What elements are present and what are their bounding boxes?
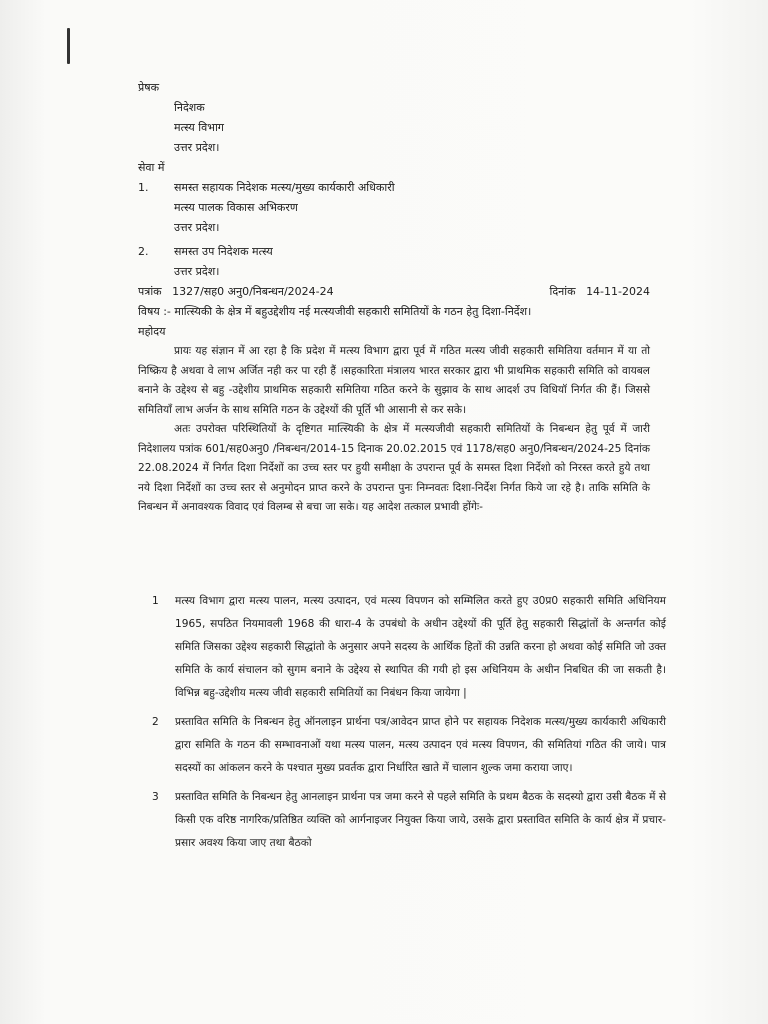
reference-value: 1327/सह0 अनु0/निबन्धन/2024-24 (172, 285, 334, 298)
recipient-2 (138, 242, 650, 262)
directive-point-1 (152, 590, 666, 705)
point-number: 2 (152, 716, 159, 728)
letter-header (138, 78, 650, 518)
letter-date (549, 282, 650, 302)
reference-label: पत्रांक (138, 285, 162, 298)
subject-line: विषय :- मात्स्यिकी के क्षेत्र में बहुउद्देशीय नई मत्स्यजीवी सहकारी समितियों के गठन हेतु दिशा-निर्देश। (138, 305, 532, 318)
recipient-line: समस्त सहायक निदेशक मत्स्य/मुख्य कार्यकारी अधिकारी (174, 181, 395, 194)
recipient-line: मत्स्य पालक विकास अभिकरण (174, 201, 298, 214)
recipient-line: उत्तर प्रदेश। (174, 265, 220, 278)
sender-line-3: उत्तर प्रदेश। (174, 141, 220, 154)
directive-points (152, 590, 666, 861)
salutation: महोदय (138, 325, 166, 338)
sender-line-1: निदेशक (174, 101, 205, 114)
recipient-1 (138, 178, 650, 198)
recipient-number: 1. (138, 181, 149, 194)
recipient-line: उत्तर प्रदेश। (174, 221, 220, 234)
reference-number (138, 282, 334, 302)
point-number: 3 (152, 791, 159, 803)
body-paragraph-1: प्रायः यह संज्ञान में आ रहा है कि प्रदेश में मत्स्य विभाग द्वारा पूर्व में गठित मत्स्य जीवी सहकारी समितिया वर्तमान में या तो निष्क्रिय है अथवा वे लाभ अर्जित नही कर पा रही हैं ।सहकारिता मंत्रालय भारत सरकार द्वारा भी प्राथमिक सहकारी समिति को वायबल बनाने के उद्देश्य से बहु -उद्देशीय प्राथमिक सहकारी समितिया गठित करने के सुझाव के साथ आदर्श उप विधियॉ निर्गत की हैं। जिससे समितियॉं लाभ अर्जन के साथ समिति गठन के उद्देश्यों की पूर्ति भी आसानी से कर सके। (138, 345, 650, 416)
point-number: 1 (152, 595, 159, 607)
point-text: प्रस्तावित समिति के निबन्धन हेतु आनलाइन प्रार्थना पत्र जमा करने से पहले समिति के प्रथम बैठक के सदस्यो द्वारा उसी बैठक में से किसी एक वरिष्ठ नागरिक/प्रतिष्ठित व्यक्ति को आर्गनाइजर नियुक्त किया जाये, उसके द्वारा प्रस्तावित समिति के कार्य क्षेत्र में प्रचार-प्रसार अवश्य किया जाए तथा बैठको (175, 791, 666, 849)
sender-label: प्रेषक (138, 81, 160, 94)
sender-line-2: मत्स्य विभाग (174, 121, 224, 134)
recipient-number: 2. (138, 245, 149, 258)
date-value: 14-11-2024 (586, 285, 650, 298)
recipient-line: समस्त उप निदेशक मत्स्य (174, 245, 273, 258)
body-paragraph-2: अतः उपरोक्त परिस्थितियों के दृष्टिगत मात्स्यिकी के क्षेत्र में मत्स्यजीवी सहकारी समितियों के निबन्धन हेतु पूर्व में जारी निदेशालय पत्रांक 601/सह0अनु0 /निबन्धन/2014-15 दिनाक 20.02.2015 एवं 1178/सह0 अनु0/निबन्धन/2024-25 दिनांक 22.08.2024 में निर्गत दिशा निर्देशों का उच्च स्तर पर हुयी समीक्षा के उपरान्त पूर्व के समस्त दिशा निर्देशो को निरस्त करते हुये तथा नये दिशा निर्देशों का उच्च स्तर से अनुमोदन प्राप्त करने के उपरान्त पुनः निम्नवतः दिशा-निर्देश निर्गत किये जा रहे है। ताकि समिति के निबन्धन में अनावश्यक विवाद एवं विलम्ब से बचा जा सके। यह आदेश तत्काल प्रभावी होंगेः- (138, 423, 650, 513)
point-text: प्रस्तावित समिति के निबन्धन हेतु ऑनलाइन प्रार्थना पत्र/आवेदन प्राप्त होने पर सहायक निदेशक मत्स्य/मुख्य कार्यकारी अधिकारी द्वारा समिति के गठन की सम्भावनाओं यथा मत्स्य पालन, मत्स्य उत्पादन एवं मत्स्य विपणन, की समितियां गठित की जाये। पात्र सदस्यों का आंकलन करने के पश्चात मुख्य प्रवर्तक द्वारा निर्धारित खाते में चालान शुल्क जमा कराया जाए। (175, 716, 666, 774)
recipient-label: सेवा में (138, 161, 165, 174)
point-text: मत्स्य विभाग द्वारा मत्स्य पालन, मत्स्य उत्पादन, एवं मत्स्य विपणन को सम्मिलित करते हुए उ0प्र0 सहकारी समिति अधिनियम 1965, सपठित नियमावली 1968 की धारा-4 के उपबंधो के अधीन उद्देश्यों की पूर्ति हेतु सहकारी सिद्धांतों के अन्तर्गत कोई समिति जिसका उद्देश्य सहकारी सिद्धांतो के अनुसार अपने सदस्य के आर्थिक हितों की उन्नति करना हो अथवा कोई समिति जो उक्त समिति के कार्य संचालन को सुगम बनाने के उद्देश्य से स्थापित की गयी हो इस अधिनियम के अधीन निबधित की जा सकती है। विभिन्न बहु-उद्देशीय मत्स्य जीवी सहकारी समितियों का निबंधन किया जायेगा | (175, 595, 666, 699)
directive-point-2 (152, 711, 666, 780)
date-label: दिनांक (549, 285, 576, 298)
margin-pen-mark (67, 28, 70, 64)
reference-row (138, 282, 650, 302)
directive-point-3 (152, 786, 666, 855)
